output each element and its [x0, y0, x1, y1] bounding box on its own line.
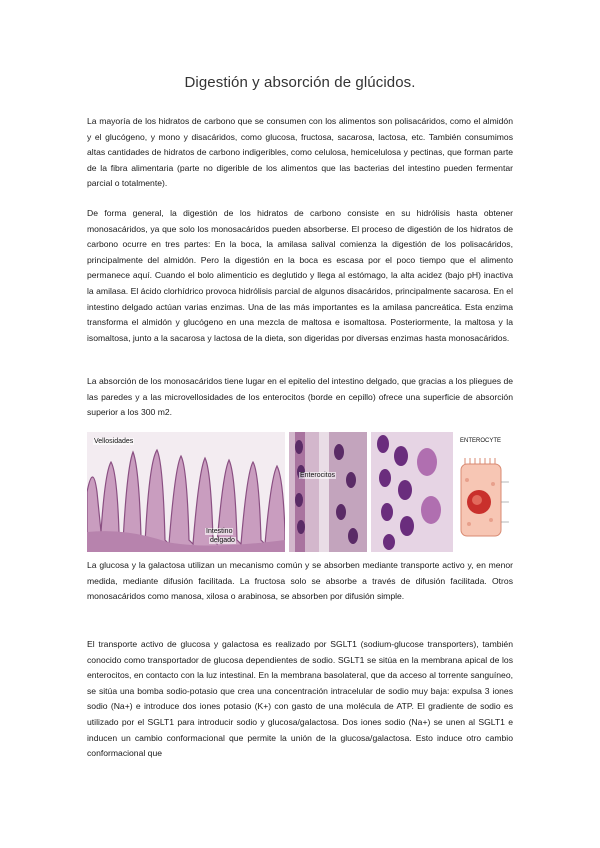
villi-label: Vellosidades: [94, 438, 134, 445]
enterocyte-diagram-image: [457, 432, 513, 552]
stained-cells-image: [371, 432, 453, 552]
paragraph-carbohydrates-intro: La mayoría de los hidratos de carbono que se consumen con los alimentos son polisacáridos, como el almidón y el glucógeno, y mono y disacáridos, como glucosa, fructosa, sacarosa, lactosa, etc. También consumimos altas cantidades de hidratos de carbono indigeribles, como celulosa, hemicelulosa y pectinas, que forman parte de la fibra alimentaria (parte no digerible de los alimentos que las bacterias del intestino pueden fermentar parcial o totalmente).: [87, 116, 513, 189]
intestine-figure: [87, 432, 513, 552]
paragraph-glucose-mechanism: La glucosa y la galactosa utilizan un mecanismo común y se absorben mediante transporte activo y, en menor medida, mediante difusión facilitada. La fructosa solo se absorbe a través de difusión facilitada. Otros monosacáridos como manosa, xilosa o arabinosa, se absorben por difusión simple.: [87, 560, 513, 602]
enterocytes-micrograph-image: [289, 432, 367, 552]
enterocytes-label: Enterocitos: [300, 472, 336, 479]
enterocytes-micrograph: [289, 432, 367, 552]
paragraph-active-transport: El transporte activo de glucosa y galactosa es realizado por SGLT1 (sodium-glucose transporters), también conocido como transportador de glucosa dependientes de sodio. SGLT1 se sitúa en la membrana apical de los enterocitos, en contacto con la luz intestinal. En la membrana basolateral, que da acceso al torrente sanguíneo, se sitúa una bomba sodio-potasio que crea una concentración intracelular de sodio muy baja: expulsa 3 iones sodio (Na+) e introduce dos iones potasio (K+) con gasto de una molécula de ATP. El gradiente de sodio es utilizado por el SGLT1 para introducir sodio y glucosa/galactosa. Dos iones sodio (Na+) se unen al SGLT1 e inducen un cambio conformacional que permite la unión de la glucosa/galactosa. Esto induce otro cambio conformacional que: [87, 639, 513, 759]
villi-micrograph-image: [87, 432, 285, 552]
paragraph-digestion-process: De forma general, la digestión de los hidratos de carbono consiste en su hidrólisis hasta obtener monosacáridos, ya que solo los monosacáridos pueden absorberse. El proceso de digestión de los hidratos de carbono ocurre en tres partes: En la boca, la amilasa salival comienza la digestión de los polisacáridos, principalmente del almidón. Pero la digestión en la boca es escasa por el poco tiempo que el alimento permanece aquí. Cuando el bolo alimenticio es deglutido y llega al estómago, la alta acidez (bajo pH) inactiva la amilasa. El ácido clorhídrico provoca hidrólisis parcial de algunos disacáridos, principalmente sacarosa. En el intestino delgado actúan varias enzimas. Una de las más importantes es la amilasa pancreática. Esta enzima transforma el almidón y glucógeno en una mezcla de maltosa e isomaltosa. Posteriormente, la maltosa y la isomaltosa, junto a la sacarosa y lactosa de la dieta, son digeridas por diversas enzimas hasta monosacáridos.: [87, 208, 513, 343]
document-title: Digestión y absorción de glúcidos.: [184, 74, 416, 91]
enterocyte-diagram: [457, 432, 513, 552]
villi-micrograph: [87, 432, 285, 552]
paragraph-absorption: La absorción de los monosacáridos tiene lugar en el epitelio del intestino delgado, que gracias a los pliegues de las paredes y a las microvellosidades de los enterocitos (borde en cepillo) ofrece una superficie de absorción superior a los 300 m2.: [87, 376, 513, 418]
enterocyte-diagram-title: ENTEROCYTE: [460, 438, 502, 444]
stained-cells-micrograph: [371, 432, 453, 552]
intestine-label-line1: Intestino: [206, 528, 233, 535]
intestine-label-line2: delgado: [210, 537, 235, 544]
